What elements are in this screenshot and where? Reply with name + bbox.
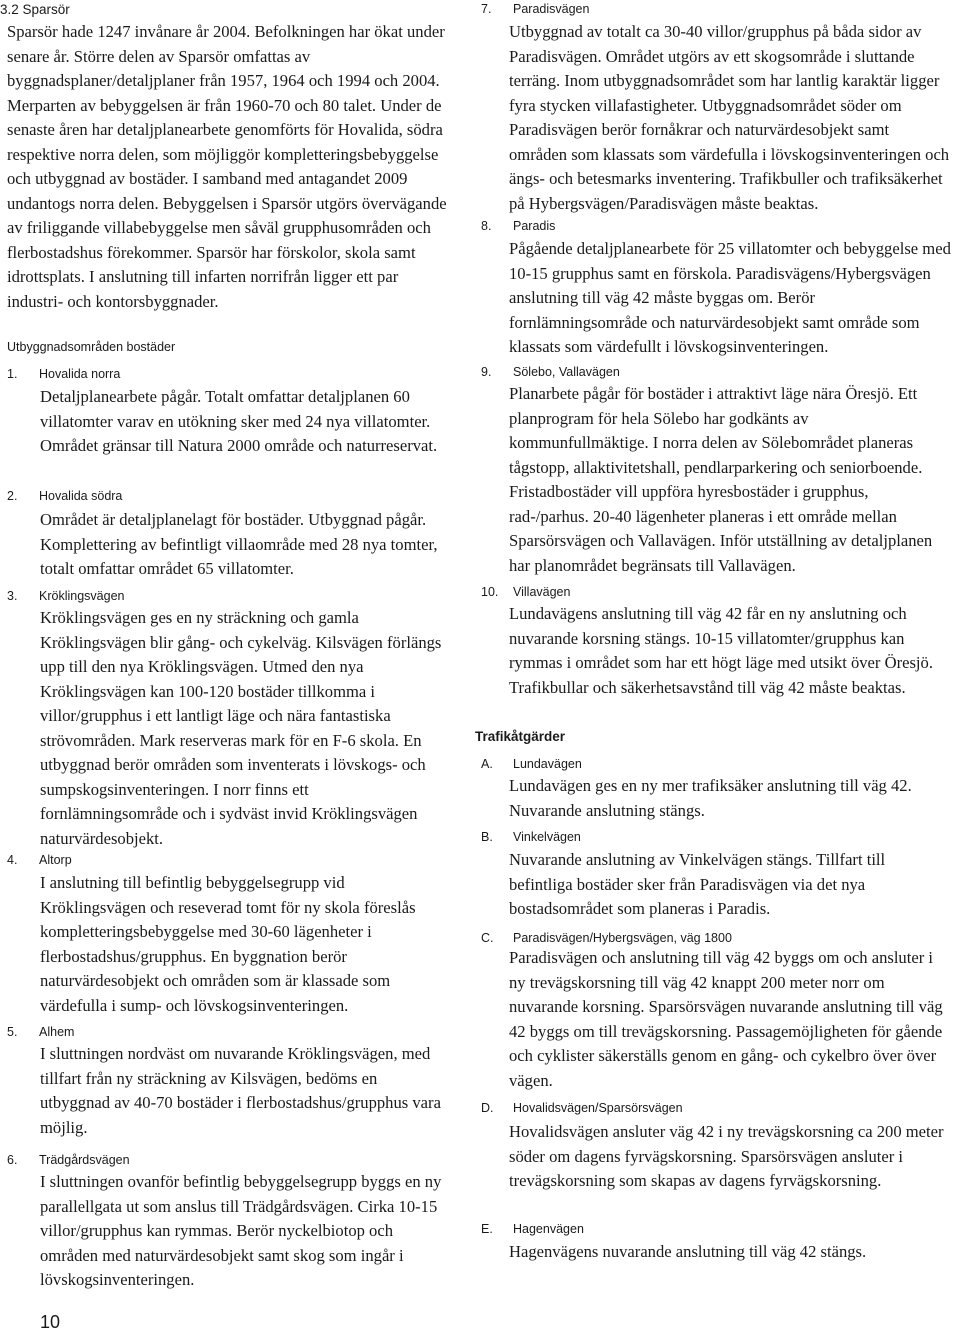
traffic-d-text: Hovalidsvägen ansluter väg 42 i ny trevägskorsning ca 200 meter söder om dagens fyrvägskorsning. Sparsörsvägen ansluter i trevägskorsning som skapas av dagens fyrvägskorsning. (509, 1122, 944, 1190)
area-name: Sölebo, Vallavägen (513, 365, 620, 379)
area-6-text: I sluttningen ovanför befintlig bebyggelsegrupp byggs en ny parallellgata ut som anslus till Trädgårdsvägen. Cirka 10-15 villor/grupphus kan rymmas. Berör nyckelbiotop och områden med naturvärdesobjekt samt skog som ingår i lövskogsinventeringen. (40, 1172, 442, 1289)
area-4-heading (7, 853, 72, 867)
area-number: 9. (481, 365, 492, 379)
traffic-name: Paradisvägen/Hybergsvägen, väg 1800 (513, 931, 732, 945)
traffic-c-text: Paradisvägen och anslutning till väg 42 byggs om och ansluter i ny trevägskorsning till väg 42 knappt 200 meter norr om nuvarande korsning. Sparsörsvägen nuvarande anslutning till väg 42 byggs om till trevägskorsning. Passagemöjligheten för gående och cyklister säkerställs genom en gång- och cykelbro över över vägen. (509, 948, 943, 1090)
traffic-name: Hagenvägen (513, 1222, 584, 1236)
area-name: Altorp (39, 853, 72, 867)
area-2-heading (7, 489, 122, 503)
area-number: 5. (7, 1025, 18, 1039)
traffic-e-heading (481, 1222, 584, 1236)
area-name: Hovalida södra (39, 489, 123, 503)
traffic-letter: D. (481, 1101, 494, 1115)
area-4-text: I anslutning till befintlig bebyggelsegrupp vid Kröklingsvägen och reseverad tomt för ny skola föreslås kompletteringsbebyggelse med 30-60 lägenheter i flerbostadshus/grupphus. En byggnation berör naturvärdesobjekt och områden som är klassade som värdefulla i sump- och lövskogsinventeringen. (40, 873, 416, 1015)
area-9-heading (481, 365, 620, 379)
page-number: 10 (40, 1312, 61, 1332)
area-1-text: Detaljplanearbete pågår. Totalt omfattar detaljplanen 60 villatomter varav en utökning sker med 24 nya villatomter. Området gränsar till Natura 2000 område och naturreservat. (40, 387, 438, 455)
area-10-text: Lundavägens anslutning till väg 42 får en ny anslutning och nuvarande korsning stängs. 10-15 villatomter/grupphus kan rymmas i området som har ett högt läge med utsikt över Öresjö. Trafikbullar och säkerhetsavstånd till väg 42 måste beaktas. (509, 604, 933, 697)
traffic-name: Lundavägen (513, 757, 582, 771)
traffic-d-heading (481, 1101, 683, 1115)
area-5-heading (7, 1025, 74, 1039)
area-9-text: Planarbete pågår för bostäder i attraktivt läge nära Öresjö. Ett planprogram för hela Sölebo har godkänts av kommunfullmäktige. I norra delen av Sölebområdet planeras tågstopp, allaktivitetshall, pendlarparkering och seniorboende. Fristadbostäder vill uppföra hyresbostäder i grupphus, rad-/parhus. 20-40 lägenheter planeras i ett område mellan Sparsörsvägen och Vallavägen. Inför utställning av detaljplanen har planområdet begränsats till Vallavägen. (509, 384, 933, 575)
traffic-letter: B. (481, 830, 493, 844)
area-name: Hovalida norra (39, 367, 121, 381)
traffic-e-text: Hagenvägens nuvarande anslutning till väg 42 stängs. (509, 1242, 867, 1261)
area-name: Trädgårdsvägen (39, 1153, 130, 1167)
traffic-letter: C. (481, 931, 494, 945)
area-name: Kröklingsvägen (39, 589, 125, 603)
area-number: 1. (7, 367, 18, 381)
traffic-b-text: Nuvarande anslutning av Vinkelvägen stängs. Tillfart till befintliga bostäder sker från Paradisvägen via det nya bostadsområdet som planeras i Paradis. (509, 850, 886, 918)
traffic-name: Vinkelvägen (513, 830, 581, 844)
area-number: 10. (481, 585, 499, 599)
area-number: 2. (7, 489, 18, 503)
area-number: 4. (7, 853, 18, 867)
area-8-heading (481, 219, 555, 233)
section-heading: 3.2 Sparsör (0, 2, 70, 17)
area-7-heading (481, 2, 589, 16)
subsection-heading: Utbyggnadsområden bostäder (7, 340, 176, 354)
traffic-name: Hovalidsvägen/Sparsörsvägen (513, 1101, 683, 1115)
area-7-text: Utbyggnad av totalt ca 30-40 villor/grupphus på båda sidor av Paradisvägen. Området utgörs av ett skogsområde i sluttande terräng. Inom utbyggnadsområdet som har lantlig karaktär ligger fyra stycken villafastigheter. Utbyggnadsområdet söder om Paradisvägen berör fornåkrar och naturvärdesobjekt samt områden som klassats som värdefulla i lövskogsinventeringen och ängs- och betesmarks inventering. Trafikbuller och trafiksäkerhet på Hybergsvägen/Paradisvägen måste beaktas. (509, 22, 950, 213)
traffic-a-heading (481, 757, 582, 771)
area-name: Alhem (39, 1025, 75, 1039)
area-1-heading (7, 367, 120, 381)
traffic-heading: Trafikåtgärder (475, 729, 566, 744)
area-10-heading (481, 585, 570, 599)
traffic-c-heading (481, 931, 732, 945)
area-3-text: Kröklingsvägen ges en ny sträckning och gamla Kröklingsvägen blir gång- och cykelväg. Kilsvägen förlängs upp till den nya Kröklingsvägen. Utmed den nya Kröklingsvägen kan 100-120 bostäder tillkomma i villor/grupphus i ett lantligt läge och nära fantastiska strövområden. Mark reserveras mark för en F-6 skola. En utbyggnad berör områden som inventerats i lövskogs- och sumpskogsinventeringen. I norr finns ett fornlämningsområde och i sydväst invid Kröklingsvägen naturvärdesobjekt. (40, 608, 442, 848)
traffic-letter: A. (481, 757, 493, 771)
area-2-text: Området är detaljplanelagt för bostäder. Utbyggnad pågår. Komplettering av befintligt villaområde med 28 nya tomter, totalt omfattar området 65 villatomter. (40, 510, 438, 578)
area-5-text: I sluttningen nordväst om nuvarande Kröklingsvägen, med tillfart från ny sträckning av Kilsvägen, bedöms en utbyggnad av 40-70 bostäder i flerbostadshus/grupphus vara möjlig. (40, 1044, 441, 1137)
traffic-b-heading (481, 830, 581, 844)
area-number: 3. (7, 589, 18, 603)
traffic-a-text: Lundavägen ges en ny mer trafiksäker anslutning till väg 42. Nuvarande anslutning stängs. (509, 776, 912, 820)
traffic-letter: E. (481, 1222, 493, 1236)
area-name: Villavägen (513, 585, 571, 599)
intro-paragraph: Sparsör hade 1247 invånare år 2004. Befolkningen har ökat under senare år. Större delen av Sparsör omfattas av byggnadsplaner/detaljplaner från 1957, 1964 och 1994 och 2004. Merparten av bebyggelsen är från 1960-70 och 80 talet. Under de senaste åren har detaljplanearbete genomförts för Hovalida, södra respektive norra delen, som möjliggör kompletteringsbebyggelse och utbyggnad av bostäder. I samband med antagandet 2009 undantogs norra delen. Bebyggelsen i Sparsör utgörs övervägande av friliggande villabebyggelse men såväl grupphusområden och flerbostadshus förekommer. Sparsör har förskolor, skola samt idrottsplats. I anslutning till infarten norrifrån ligger ett par industri- och kontorsbyggnader. (7, 22, 447, 311)
area-name: Paradisvägen (513, 2, 590, 16)
area-8-text: Pågående detaljplanearbete för 25 villatomter och bebyggelse med 10-15 grupphus samt en förskola. Paradisvägens/Hybergsvägen anslutning till väg 42 måste byggas om. Berör fornlämningsområde och naturvärdesobjekt samt område som klassats som värdefullt i lövskogsinventeringen. (509, 239, 951, 356)
area-6-heading (7, 1153, 130, 1167)
area-number: 8. (481, 219, 492, 233)
area-name: Paradis (513, 219, 556, 233)
area-number: 6. (7, 1153, 18, 1167)
area-number: 7. (481, 2, 492, 16)
area-3-heading (7, 589, 124, 603)
